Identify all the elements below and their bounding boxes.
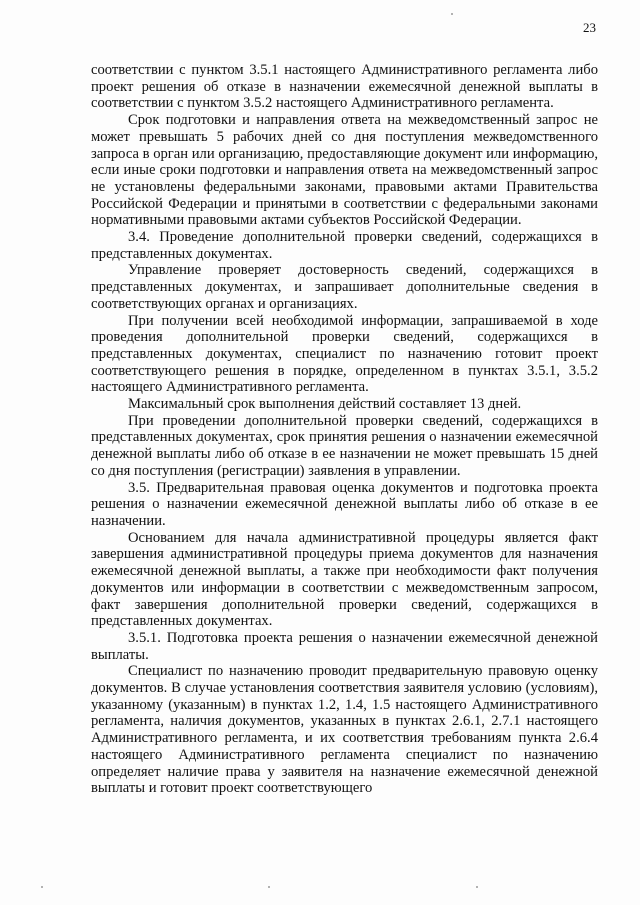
paragraph: Максимальный срок выполнения действий составляет 13 дней. xyxy=(128,396,522,413)
scan-speck xyxy=(268,886,270,888)
page-number: 23 xyxy=(583,20,596,35)
paragraph: Основанием для начала административной процедуры является факт завершения административной процедуры приема документов для назначения ежемесячной денежной выплаты, а также при необходимости факт получения документов или информации в соответствии с межведомственным запросом, факт завершения дополнительной проверки сведений, содержащихся в представленных документах. xyxy=(91,529,598,630)
paragraph: Специалист по назначению проводит предварительную правовую оценку документов. В случае установления соответствия заявителя условию (условиям), указанному (указанным) в пунктах 1.2, 1.4, 1.5 настоящего Административного регламента, наличия документов, указанных в пунктах 2.6.1, 2.7.1 настоящего Административного регламента, и их соответствия требованиям пункта 2.6.4 настоящего Административного регламента специалист по назначению определяет наличие права у заявителя на назначение ежемесячной денежной выплаты и готовит проект соответствующего xyxy=(91,663,598,797)
paragraph: 3.5.1. Подготовка проекта решения о назначении ежемесячной денежной выплаты. xyxy=(91,629,598,663)
scan-speck xyxy=(41,886,43,888)
paragraph: При проведении дополнительной проверки сведений, содержащихся в представленных документах, срок принятия решения о назначении ежемесячной денежной выплаты либо об отказе в ее назначении не может превышать 15 дней со дня поступления (регистрации) заявления в управлении. xyxy=(91,412,598,479)
paragraph: При получении всей необходимой информации, запрашиваемой в ходе проведения дополнительной проверки сведений, содержащихся в представленных документах, специалист по назначению готовит проект соответствующего решения в порядке, определенном в пунктах 3.5.1, 3.5.2 настоящего Административного регламента. xyxy=(91,312,598,396)
paragraph: Управление проверяет достоверность сведений, содержащихся в представленных документах, и запрашивает дополнительные сведения в соответствующих органах и организациях. xyxy=(91,262,598,312)
paragraph: Срок подготовки и направления ответа на межведомственный запрос не может превышать 5 рабочих дней со дня поступления межведомственного запроса в орган или организацию, предоставляющие документ или информацию, если иные сроки подготовки и направления ответа на межведомственный запрос не установлены федеральными законами, правовыми актами Правительства Российской Федерации и принятыми в соответствии с федеральными законами нормативными правовыми актами субъектов Российской Федерации. xyxy=(91,112,598,229)
document-body xyxy=(91,62,598,797)
paragraph: 3.5. Предварительная правовая оценка документов и подготовка проекта решения о назначении ежемесячной денежной выплаты либо об отказе в ее назначении. xyxy=(91,479,598,529)
paragraph: 3.4. Проведение дополнительной проверки сведений, содержащихся в представленных документах. xyxy=(91,229,598,262)
scan-speck xyxy=(451,13,453,15)
paragraph: соответствии с пунктом 3.5.1 настоящего Административного регламента либо проект решения об отказе в назначении ежемесячной денежной выплаты в соответствии с пунктом 3.5.2 настоящего Административного регламента. xyxy=(91,62,598,112)
scan-speck xyxy=(476,886,478,888)
